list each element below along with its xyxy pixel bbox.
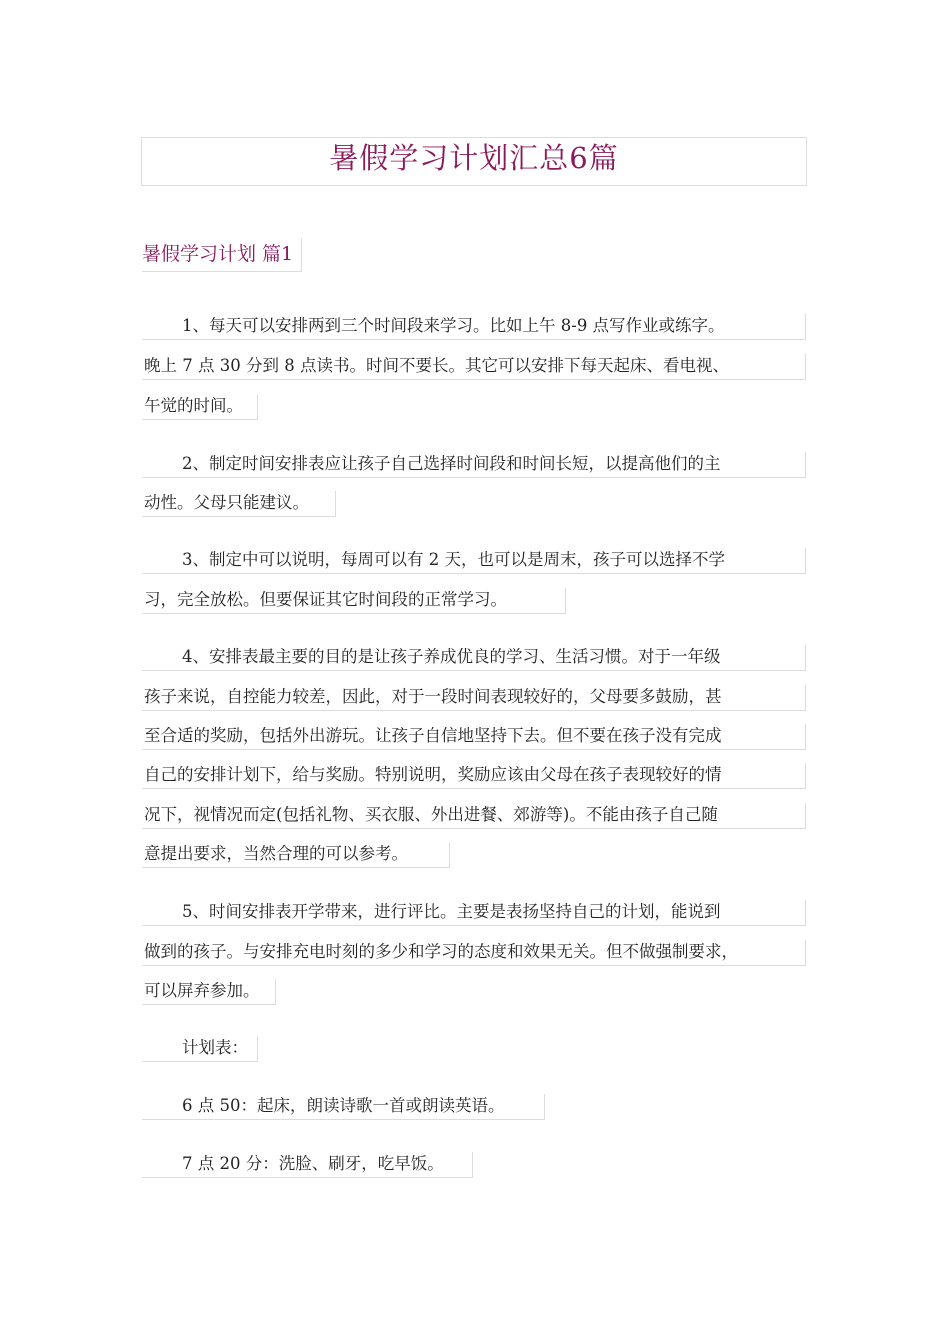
paragraph-line: 至合适的奖励，包括外出游玩。让孩子自信地坚持下去。但不要在孩子没有完成 [142,724,806,750]
paragraph-line: 做到的孩子。与安排充电时刻的多少和学习的态度和效果无关。但不做强制要求， [142,940,806,966]
section-heading: 暑假学习计划 篇1 [142,238,302,272]
paragraph-line: 自己的安排计划下，给与奖励。特别说明，奖励应该由父母在孩子表现较好的情 [142,763,806,789]
paragraph-line: 孩子来说，自控能力较差，因此，对于一段时间表现较好的，父母要多鼓励，甚 [142,685,806,711]
paragraph-line: 可以屏弃参加。 [142,979,276,1005]
paragraph-line: 3、制定中可以说明，每周可以有 2 天，也可以是周末，孩子可以选择不学 [142,548,806,574]
paragraph-line: 计划表： [142,1036,258,1062]
paragraph-line: 晚上 7 点 30 分到 8 点读书。时间不要长。其它可以安排下每天起床、看电视、 [142,354,806,380]
paragraph-line: 习，完全放松。但要保证其它时间段的正常学习。 [142,588,566,614]
paragraph-line: 1、每天可以安排两到三个时间段来学习。比如上午 8-9 点写作业或练字。 [142,314,806,340]
paragraph-line: 5、时间安排表开学带来，进行评比。主要是表扬坚持自己的计划，能说到 [142,900,806,926]
document-title: 暑假学习计划汇总6篇 [141,137,807,186]
paragraph-line: 午觉的时间。 [142,394,258,420]
paragraph-line: 2、制定时间安排表应让孩子自己选择时间段和时间长短，以提高他们的主 [142,452,806,478]
schedule-line: 7 点 20 分：洗脸、刷牙，吃早饭。 [142,1152,473,1178]
paragraph-line: 动性。父母只能建议。 [142,491,336,517]
paragraph-line: 4、安排表最主要的目的是让孩子养成优良的学习、生活习惯。对于一年级 [142,645,806,671]
paragraph-line: 况下，视情况而定(包括礼物、买衣服、外出进餐、郊游等)。不能由孩子自己随 [142,803,806,829]
schedule-line: 6 点 50：起床，朗读诗歌一首或朗读英语。 [142,1094,545,1120]
paragraph-line: 意提出要求，当然合理的可以参考。 [142,842,450,868]
